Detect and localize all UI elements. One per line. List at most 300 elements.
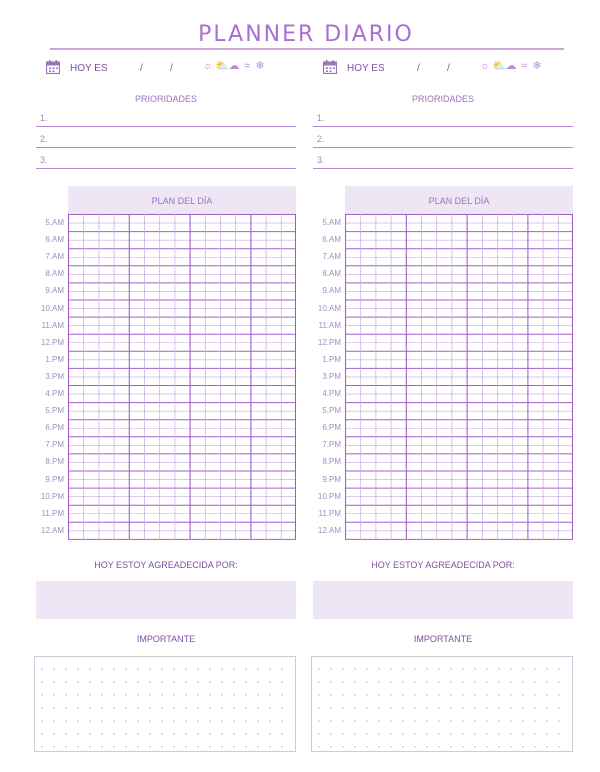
grid-dot — [510, 733, 511, 734]
grid-dot — [342, 720, 343, 721]
hour-label: 6.AM — [45, 235, 64, 245]
grid-dot — [53, 681, 54, 682]
grid-dot — [474, 668, 475, 669]
grid-dot — [354, 707, 355, 708]
windy-icon[interactable]: ≈ — [243, 60, 252, 72]
grid-dot — [257, 681, 258, 682]
priority-line-1[interactable] — [313, 106, 573, 127]
grid-dot — [173, 746, 174, 747]
hour-label: 1.PM — [45, 354, 64, 364]
grid-dot — [426, 720, 427, 721]
grid-dot — [89, 681, 90, 682]
snow-icon[interactable]: ❄ — [255, 60, 266, 72]
hour-label: 1.PM — [322, 354, 341, 364]
calendar-icon — [46, 60, 60, 74]
grid-dot — [522, 681, 523, 682]
grid-dot — [438, 707, 439, 708]
planner-column-right — [313, 0, 573, 772]
grid-dot — [354, 720, 355, 721]
grid-dot — [510, 681, 511, 682]
grid-dot — [462, 720, 463, 721]
grid-dot — [366, 707, 367, 708]
grid-dot — [558, 733, 559, 734]
grid-dot — [450, 668, 451, 669]
hour-label: 11.PM — [41, 508, 64, 518]
grid-dot — [402, 694, 403, 695]
grid-dot — [149, 681, 150, 682]
grid-dot — [173, 668, 174, 669]
grid-dot — [330, 720, 331, 721]
date-row — [323, 58, 573, 78]
hour-label: 6.PM — [45, 423, 64, 433]
grid-dot — [65, 707, 66, 708]
grid-dot — [65, 746, 66, 747]
grid-dot — [173, 694, 174, 695]
grid-dot — [65, 720, 66, 721]
grid-dot — [546, 746, 547, 747]
grid-dot — [342, 694, 343, 695]
date-separator: / — [170, 63, 173, 74]
grid-dot — [245, 694, 246, 695]
grid-dot — [522, 694, 523, 695]
grid-dot — [318, 681, 319, 682]
grid-dot — [137, 746, 138, 747]
grid-dot — [245, 707, 246, 708]
grid-dot — [378, 668, 379, 669]
grid-dot — [161, 733, 162, 734]
hour-label: 10.PM — [40, 491, 64, 501]
grid-dot — [197, 733, 198, 734]
hour-label: 12.PM — [40, 337, 64, 347]
grid-dot — [318, 694, 319, 695]
grid-dot — [390, 681, 391, 682]
date-separator: / — [140, 63, 143, 74]
grid-dot — [438, 681, 439, 682]
grid-dot — [534, 746, 535, 747]
partly-cloudy-icon[interactable]: ⛅ — [215, 60, 230, 72]
grid-dot — [233, 733, 234, 734]
grid-dot — [510, 668, 511, 669]
grid-dot — [185, 681, 186, 682]
grid-dot — [113, 681, 114, 682]
hour-label: 6.AM — [322, 235, 341, 245]
hour-label: 11.PM — [318, 508, 341, 518]
grid-dot — [185, 694, 186, 695]
grid-dot — [414, 668, 415, 669]
windy-icon[interactable]: ≈ — [520, 60, 529, 72]
grid-dot — [414, 746, 415, 747]
priority-line-3[interactable] — [313, 148, 573, 169]
hour-label: 8.PM — [322, 457, 341, 467]
hour-label: 12.AM — [317, 525, 341, 535]
grid-dot — [450, 707, 451, 708]
priority-number: 1. — [40, 113, 48, 123]
grid-dot — [137, 733, 138, 734]
grid-dot — [101, 733, 102, 734]
grid-dot — [269, 746, 270, 747]
weather-icons — [479, 59, 544, 72]
grid-dot — [149, 720, 150, 721]
grid-dot — [546, 707, 547, 708]
grid-dot — [486, 681, 487, 682]
grid-dot — [462, 707, 463, 708]
grid-dot — [101, 668, 102, 669]
grid-dot — [534, 668, 535, 669]
grid-dot — [546, 668, 547, 669]
grid-dot — [498, 720, 499, 721]
grid-dot — [245, 746, 246, 747]
priority-line-2[interactable] — [313, 127, 573, 148]
grid-dot — [53, 746, 54, 747]
grid-dot — [498, 681, 499, 682]
plan-heading: PLAN DEL DÍA — [345, 186, 573, 214]
hour-label: 3.PM — [45, 371, 64, 381]
hour-label: 5.AM — [45, 218, 64, 227]
grid-dot — [438, 720, 439, 721]
gratitude-box[interactable] — [313, 581, 573, 619]
grid-dot — [474, 720, 475, 721]
hour-label: 12.PM — [317, 337, 341, 347]
grid-dot — [77, 733, 78, 734]
grid-dot — [390, 694, 391, 695]
grid-dot — [185, 707, 186, 708]
grid-dot — [197, 746, 198, 747]
grid-dot — [137, 694, 138, 695]
grid-dot — [330, 707, 331, 708]
grid-dot — [65, 681, 66, 682]
weather-icons — [202, 59, 267, 72]
date-row — [46, 58, 296, 78]
grid-dot — [233, 668, 234, 669]
grid-dot — [233, 720, 234, 721]
hour-label: 8.PM — [45, 457, 64, 467]
priorities-heading: PRIORIDADES — [134, 94, 197, 104]
grid-dot — [185, 733, 186, 734]
day-plan-grid[interactable] — [345, 214, 573, 540]
grid-dot — [318, 668, 319, 669]
grid-dot — [534, 681, 535, 682]
grid-dot — [402, 720, 403, 721]
grid-dot — [342, 681, 343, 682]
grid-dot — [498, 746, 499, 747]
grid-dot — [522, 720, 523, 721]
grid-dot — [209, 707, 210, 708]
grid-dot — [342, 746, 343, 747]
grid-dot — [558, 707, 559, 708]
grid-dot — [257, 733, 258, 734]
priority-number: 2. — [317, 134, 325, 144]
grid-dot — [89, 720, 90, 721]
grid-dot — [366, 746, 367, 747]
grid-dot — [390, 707, 391, 708]
grid-dot — [197, 720, 198, 721]
priority-line-3[interactable] — [36, 148, 296, 169]
grid-dot — [474, 746, 475, 747]
grid-dot — [233, 707, 234, 708]
grid-dot — [438, 694, 439, 695]
grid-dot — [125, 668, 126, 669]
grid-dot — [161, 681, 162, 682]
grid-dot — [402, 681, 403, 682]
hour-label: 8.AM — [322, 269, 341, 279]
planner-column-left — [36, 0, 296, 772]
hour-label: 10.AM — [40, 303, 64, 313]
grid-dot — [269, 681, 270, 682]
grid-dot — [101, 694, 102, 695]
grid-dot — [438, 668, 439, 669]
grid-dot — [402, 668, 403, 669]
grid-dot — [330, 681, 331, 682]
grid-dot — [269, 733, 270, 734]
grid-dot — [534, 694, 535, 695]
grid-dot — [366, 733, 367, 734]
priority-number: 3. — [40, 155, 48, 165]
grid-dot — [354, 694, 355, 695]
grid-dot — [101, 746, 102, 747]
grid-dot — [41, 733, 42, 734]
grid-dot — [89, 746, 90, 747]
grid-dot — [41, 720, 42, 721]
gratitude-box[interactable] — [36, 581, 296, 619]
grid-dot — [245, 720, 246, 721]
grid-dot — [486, 720, 487, 721]
grid-dot — [426, 746, 427, 747]
grid-dot — [281, 668, 282, 669]
grid-dot — [354, 681, 355, 682]
grid-dot — [450, 733, 451, 734]
grid-dot — [257, 707, 258, 708]
grid-dot — [281, 733, 282, 734]
grid-dot — [161, 746, 162, 747]
date-separator: / — [417, 63, 420, 74]
grid-dot — [450, 746, 451, 747]
grid-dot — [342, 668, 343, 669]
grid-dot — [77, 746, 78, 747]
grid-dot — [77, 681, 78, 682]
grid-dot — [390, 746, 391, 747]
grid-dot — [233, 681, 234, 682]
grid-dot — [89, 694, 90, 695]
grid-dot — [161, 694, 162, 695]
grid-dot — [486, 694, 487, 695]
partly-cloudy-icon[interactable]: ⛅ — [492, 60, 507, 72]
grid-dot — [221, 668, 222, 669]
grid-dot — [77, 720, 78, 721]
grid-dot — [450, 681, 451, 682]
grid-dot — [281, 746, 282, 747]
grid-dot — [41, 746, 42, 747]
grid-dot — [462, 694, 463, 695]
grid-dot — [546, 694, 547, 695]
hour-label: 5.PM — [322, 406, 341, 416]
grid-dot — [209, 733, 210, 734]
hour-label: 10.AM — [317, 303, 341, 313]
grid-dot — [510, 746, 511, 747]
grid-dot — [318, 707, 319, 708]
grid-dot — [414, 694, 415, 695]
grid-dot — [510, 694, 511, 695]
priority-line-1[interactable] — [36, 106, 296, 127]
priority-line-2[interactable] — [36, 127, 296, 148]
grid-dot — [245, 733, 246, 734]
sun-icon[interactable]: ☼ — [202, 60, 215, 72]
grid-dot — [245, 668, 246, 669]
grid-dot — [450, 720, 451, 721]
snow-icon[interactable]: ❄ — [532, 60, 543, 72]
hour-label: 4.PM — [45, 389, 64, 398]
hour-label: 9.AM — [45, 286, 64, 296]
grid-dot — [378, 733, 379, 734]
grid-dot — [390, 720, 391, 721]
hour-label: 5.AM — [322, 218, 341, 227]
cloudy-icon[interactable]: ☁ — [505, 60, 518, 72]
grid-dot — [414, 733, 415, 734]
cloudy-icon[interactable]: ☁ — [228, 60, 241, 72]
grid-dot — [53, 694, 54, 695]
grid-dot — [486, 733, 487, 734]
hour-label: 12.AM — [40, 525, 64, 535]
plan-heading: PLAN DEL DÍA — [68, 186, 296, 214]
grid-dot — [137, 681, 138, 682]
priority-number: 3. — [317, 155, 325, 165]
grid-dot — [281, 707, 282, 708]
grid-dot — [390, 668, 391, 669]
hour-label: 9.PM — [322, 474, 341, 484]
gratitude-heading: HOY ESTOY AGREADECIDA POR: — [94, 560, 238, 570]
grid-dot — [233, 694, 234, 695]
important-dot-grid[interactable] — [34, 656, 296, 752]
grid-dot — [342, 733, 343, 734]
calendar-icon — [323, 60, 337, 74]
grid-dot — [366, 668, 367, 669]
grid-dot — [161, 720, 162, 721]
grid-dot — [113, 694, 114, 695]
important-heading: IMPORTANTE — [136, 634, 196, 644]
important-dot-grid[interactable] — [311, 656, 573, 752]
grid-dot — [318, 746, 319, 747]
hour-label: 6.PM — [322, 423, 341, 433]
grid-dot — [101, 681, 102, 682]
hour-label: 7.PM — [322, 440, 341, 450]
gratitude-heading: HOY ESTOY AGREADECIDA POR: — [371, 560, 515, 570]
hour-label: 8.AM — [45, 269, 64, 279]
grid-dot — [173, 707, 174, 708]
grid-dot — [426, 733, 427, 734]
grid-dot — [125, 694, 126, 695]
grid-dot — [474, 733, 475, 734]
grid-dot — [53, 668, 54, 669]
grid-dot — [197, 694, 198, 695]
grid-dot — [498, 668, 499, 669]
grid-dot — [221, 746, 222, 747]
grid-dot — [77, 668, 78, 669]
grid-dot — [125, 707, 126, 708]
grid-dot — [486, 668, 487, 669]
grid-dot — [65, 694, 66, 695]
priorities-heading: PRIORIDADES — [411, 94, 474, 104]
grid-dot — [209, 668, 210, 669]
sun-icon[interactable]: ☼ — [479, 60, 492, 72]
grid-dot — [245, 681, 246, 682]
grid-dot — [197, 681, 198, 682]
grid-dot — [486, 746, 487, 747]
grid-dot — [77, 694, 78, 695]
grid-dot — [269, 668, 270, 669]
grid-dot — [546, 720, 547, 721]
grid-dot — [221, 707, 222, 708]
page-title: PLANNER DIARIO — [198, 22, 414, 47]
grid-dot — [510, 707, 511, 708]
today-label: HOY ES — [347, 63, 385, 74]
grid-dot — [330, 746, 331, 747]
grid-dot — [546, 681, 547, 682]
grid-dot — [41, 694, 42, 695]
grid-dot — [426, 707, 427, 708]
grid-dot — [209, 681, 210, 682]
grid-dot — [378, 707, 379, 708]
grid-dot — [474, 681, 475, 682]
grid-dot — [390, 733, 391, 734]
grid-dot — [185, 668, 186, 669]
grid-dot — [197, 668, 198, 669]
grid-dot — [65, 733, 66, 734]
grid-dot — [522, 668, 523, 669]
grid-dot — [414, 720, 415, 721]
grid-dot — [113, 707, 114, 708]
grid-dot — [149, 668, 150, 669]
grid-dot — [137, 707, 138, 708]
grid-dot — [53, 707, 54, 708]
grid-dot — [89, 707, 90, 708]
grid-dot — [221, 694, 222, 695]
grid-dot — [558, 668, 559, 669]
grid-dot — [257, 694, 258, 695]
hour-label: 9.AM — [322, 286, 341, 296]
grid-dot — [534, 707, 535, 708]
grid-dot — [414, 681, 415, 682]
grid-dot — [89, 668, 90, 669]
grid-dot — [257, 720, 258, 721]
grid-dot — [65, 668, 66, 669]
grid-dot — [41, 707, 42, 708]
grid-dot — [438, 733, 439, 734]
priority-number: 2. — [40, 134, 48, 144]
grid-dot — [269, 720, 270, 721]
grid-dot — [558, 694, 559, 695]
grid-dot — [462, 681, 463, 682]
grid-dot — [221, 681, 222, 682]
grid-dot — [354, 668, 355, 669]
date-separator: / — [447, 63, 450, 74]
grid-dot — [113, 746, 114, 747]
day-plan-grid[interactable] — [68, 214, 296, 540]
grid-dot — [173, 720, 174, 721]
hour-label: 10.PM — [317, 491, 341, 501]
grid-dot — [41, 681, 42, 682]
grid-dot — [522, 733, 523, 734]
grid-dot — [113, 720, 114, 721]
grid-dot — [366, 720, 367, 721]
grid-dot — [462, 733, 463, 734]
grid-dot — [534, 733, 535, 734]
grid-dot — [498, 707, 499, 708]
grid-dot — [426, 694, 427, 695]
priority-number: 1. — [317, 113, 325, 123]
grid-dot — [378, 720, 379, 721]
grid-dot — [101, 720, 102, 721]
grid-dot — [257, 668, 258, 669]
grid-dot — [209, 746, 210, 747]
